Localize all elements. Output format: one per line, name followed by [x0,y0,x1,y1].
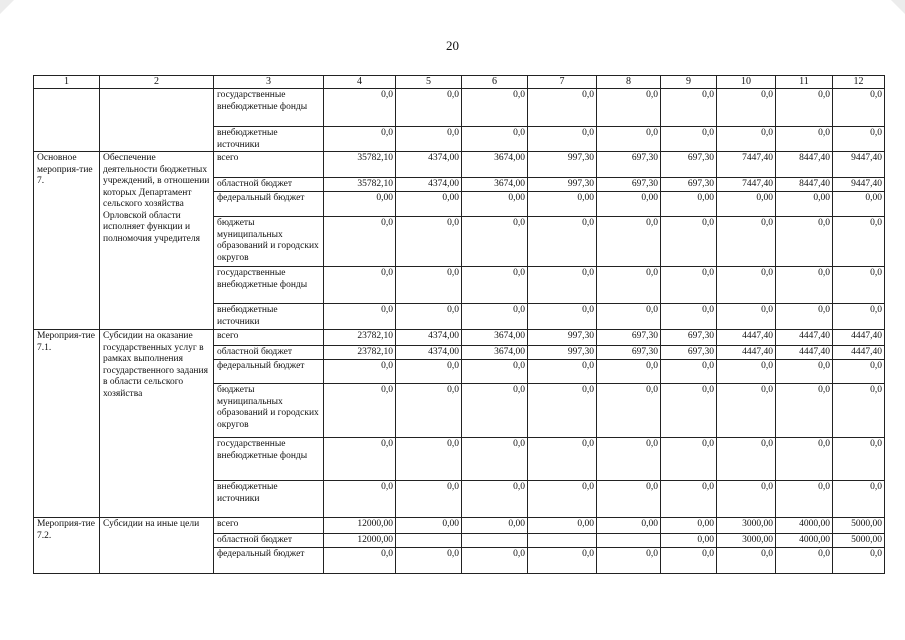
amount-cell: 3000,00 [717,534,776,548]
amount-cell [528,534,597,548]
amount-cell: 0,0 [528,384,597,438]
amount-cell: 0,0 [776,438,833,481]
amount-cell: 997,30 [528,330,597,346]
amount-cell: 0,0 [717,384,776,438]
column-header: 4 [324,76,396,89]
amount-cell: 0,0 [528,481,597,518]
amount-cell: 0,0 [462,127,528,152]
column-header: 2 [100,76,214,89]
amount-cell: 4374,00 [396,346,462,360]
amount-cell: 0,0 [661,360,717,384]
scan-corner-shadow-left [0,0,14,14]
amount-cell: 0,0 [717,548,776,574]
amount-cell: 5000,00 [833,534,885,548]
measure-title-cell: Обеспечение деятельности бюджетных учреждений, в отношении которых Департамент сельского хозяйства Орловской области исполняет функции и полномочия учредителя [100,152,214,330]
amount-cell: 4447,40 [717,346,776,360]
measure-code-cell [34,89,100,152]
amount-cell: 0,0 [717,217,776,267]
amount-cell: 0,00 [396,192,462,217]
funding-source-cell: областной бюджет [214,346,324,360]
funding-source-cell: государственные внебюджетные фонды [214,89,324,127]
amount-cell: 0,0 [661,217,717,267]
amount-cell: 4447,40 [833,330,885,346]
amount-cell: 0,0 [528,267,597,304]
amount-cell: 23782,10 [324,330,396,346]
amount-cell: 0,00 [717,192,776,217]
amount-cell: 0,0 [324,438,396,481]
amount-cell: 0,0 [833,127,885,152]
amount-cell: 0,0 [776,304,833,330]
budget-table [33,75,885,574]
amount-cell: 8447,40 [776,152,833,178]
amount-cell: 0,0 [396,127,462,152]
column-header: 5 [396,76,462,89]
amount-cell: 9447,40 [833,152,885,178]
amount-cell: 12000,00 [324,534,396,548]
amount-cell: 0,0 [528,89,597,127]
table-header-row [34,76,885,89]
amount-cell: 0,0 [396,267,462,304]
table-row [34,89,885,127]
amount-cell: 0,0 [776,384,833,438]
amount-cell: 4000,00 [776,534,833,548]
amount-cell: 0,0 [462,384,528,438]
measure-code-cell: Мероприя-тие 7.2. [34,518,100,574]
amount-cell: 35782,10 [324,152,396,178]
amount-cell: 0,0 [776,267,833,304]
amount-cell: 0,0 [597,217,661,267]
amount-cell: 0,0 [833,304,885,330]
amount-cell: 0,0 [661,481,717,518]
amount-cell: 0,0 [324,481,396,518]
amount-cell: 0,0 [776,481,833,518]
amount-cell: 0,00 [462,518,528,534]
amount-cell: 4447,40 [717,330,776,346]
column-header: 1 [34,76,100,89]
amount-cell: 0,0 [776,89,833,127]
amount-cell: 0,0 [717,267,776,304]
amount-cell: 0,00 [661,518,717,534]
amount-cell: 0,00 [597,518,661,534]
funding-source-cell: внебюджетные источники [214,481,324,518]
amount-cell: 0,0 [597,548,661,574]
amount-cell: 0,0 [396,89,462,127]
amount-cell: 35782,10 [324,178,396,192]
amount-cell: 0,0 [528,548,597,574]
amount-cell: 697,30 [661,330,717,346]
column-header: 12 [833,76,885,89]
amount-cell: 0,0 [661,267,717,304]
scan-corner-shadow-right [891,0,905,14]
amount-cell: 0,00 [661,192,717,217]
amount-cell: 0,0 [717,360,776,384]
amount-cell: 0,0 [717,304,776,330]
amount-cell: 4447,40 [776,346,833,360]
amount-cell: 0,00 [528,192,597,217]
amount-cell: 0,0 [597,304,661,330]
amount-cell: 697,30 [661,346,717,360]
amount-cell: 0,0 [597,267,661,304]
amount-cell: 0,0 [717,89,776,127]
table-row [34,518,885,534]
amount-cell: 0,0 [661,127,717,152]
amount-cell: 0,0 [462,360,528,384]
amount-cell: 0,0 [833,438,885,481]
amount-cell: 0,0 [528,217,597,267]
amount-cell: 697,30 [597,178,661,192]
funding-source-cell: областной бюджет [214,178,324,192]
amount-cell: 4374,00 [396,330,462,346]
column-header: 6 [462,76,528,89]
amount-cell: 0,00 [833,192,885,217]
amount-cell: 0,0 [528,360,597,384]
amount-cell: 0,0 [717,438,776,481]
funding-source-cell: бюджеты муниципальных образований и городских округов [214,217,324,267]
amount-cell: 0,0 [833,89,885,127]
amount-cell [396,534,462,548]
amount-cell: 0,0 [661,548,717,574]
funding-source-cell: внебюджетные источники [214,127,324,152]
amount-cell: 3674,00 [462,346,528,360]
funding-source-cell: областной бюджет [214,534,324,548]
amount-cell: 0,00 [776,192,833,217]
amount-cell: 0,0 [462,267,528,304]
amount-cell: 3674,00 [462,152,528,178]
amount-cell: 0,0 [833,384,885,438]
amount-cell: 0,00 [661,534,717,548]
amount-cell: 0,0 [597,384,661,438]
amount-cell: 0,0 [661,438,717,481]
amount-cell: 997,30 [528,178,597,192]
table-row [34,152,885,178]
amount-cell: 0,0 [776,360,833,384]
amount-cell: 697,30 [597,152,661,178]
amount-cell: 0,0 [833,360,885,384]
amount-cell: 0,00 [462,192,528,217]
amount-cell: 0,0 [528,127,597,152]
amount-cell: 0,00 [324,192,396,217]
amount-cell: 0,00 [528,518,597,534]
amount-cell: 697,30 [661,152,717,178]
amount-cell: 0,0 [324,384,396,438]
page-number: 20 [446,38,459,53]
amount-cell: 0,0 [597,127,661,152]
amount-cell: 3000,00 [717,518,776,534]
amount-cell: 0,0 [597,481,661,518]
amount-cell: 0,0 [776,127,833,152]
amount-cell: 0,0 [462,304,528,330]
amount-cell: 0,0 [528,438,597,481]
amount-cell: 697,30 [597,330,661,346]
amount-cell: 0,0 [396,217,462,267]
amount-cell: 0,0 [833,267,885,304]
amount-cell: 0,0 [396,384,462,438]
amount-cell: 0,0 [324,304,396,330]
amount-cell: 0,0 [661,89,717,127]
amount-cell: 0,0 [396,481,462,518]
measure-code-cell: Мероприя-тие 7.1. [34,330,100,518]
amount-cell: 0,0 [462,89,528,127]
funding-source-cell: федеральный бюджет [214,548,324,574]
funding-source-cell: внебюджетные источники [214,304,324,330]
column-header: 10 [717,76,776,89]
amount-cell: 0,0 [833,481,885,518]
table-row [34,330,885,346]
amount-cell: 0,00 [396,518,462,534]
amount-cell: 0,0 [396,304,462,330]
amount-cell: 0,0 [324,127,396,152]
amount-cell: 0,0 [717,481,776,518]
amount-cell: 0,0 [396,360,462,384]
amount-cell: 0,0 [324,217,396,267]
amount-cell: 0,0 [462,217,528,267]
amount-cell: 0,00 [597,192,661,217]
amount-cell: 0,0 [717,127,776,152]
column-header: 9 [661,76,717,89]
measure-title-cell [100,89,214,152]
amount-cell: 0,0 [597,360,661,384]
amount-cell: 3674,00 [462,178,528,192]
amount-cell: 8447,40 [776,178,833,192]
amount-cell: 0,0 [324,548,396,574]
amount-cell: 0,0 [776,548,833,574]
amount-cell: 0,0 [396,548,462,574]
amount-cell: 0,0 [462,438,528,481]
amount-cell [462,534,528,548]
column-header: 3 [214,76,324,89]
amount-cell: 0,0 [597,89,661,127]
amount-cell: 0,0 [324,89,396,127]
amount-cell: 0,0 [661,304,717,330]
amount-cell: 9447,40 [833,178,885,192]
funding-source-cell: всего [214,518,324,534]
amount-cell: 0,0 [661,384,717,438]
amount-cell: 0,0 [462,548,528,574]
funding-source-cell: федеральный бюджет [214,192,324,217]
amount-cell: 0,0 [597,438,661,481]
amount-cell: 997,30 [528,152,597,178]
amount-cell: 3674,00 [462,330,528,346]
amount-cell: 5000,00 [833,518,885,534]
funding-source-cell: бюджеты муниципальных образований и городских округов [214,384,324,438]
amount-cell: 23782,10 [324,346,396,360]
amount-cell: 697,30 [597,346,661,360]
amount-cell: 12000,00 [324,518,396,534]
amount-cell: 0,0 [776,217,833,267]
amount-cell: 0,0 [396,438,462,481]
column-header: 8 [597,76,661,89]
measure-title-cell: Субсидии на оказание государственных услуг в рамках выполнения государственного задания в области сельского хозяйства [100,330,214,518]
amount-cell [597,534,661,548]
amount-cell: 0,0 [324,360,396,384]
amount-cell: 697,30 [661,178,717,192]
amount-cell: 4447,40 [776,330,833,346]
funding-source-cell: государственные внебюджетные фонды [214,438,324,481]
column-header: 11 [776,76,833,89]
amount-cell: 997,30 [528,346,597,360]
amount-cell: 0,0 [324,267,396,304]
amount-cell: 0,0 [462,481,528,518]
amount-cell: 0,0 [528,304,597,330]
measure-title-cell: Субсидии на иные цели [100,518,214,574]
funding-source-cell: федеральный бюджет [214,360,324,384]
amount-cell: 0,0 [833,548,885,574]
funding-source-cell: государственные внебюджетные фонды [214,267,324,304]
amount-cell: 7447,40 [717,152,776,178]
amount-cell: 0,0 [833,217,885,267]
funding-source-cell: всего [214,152,324,178]
amount-cell: 4000,00 [776,518,833,534]
column-header: 7 [528,76,597,89]
funding-source-cell: всего [214,330,324,346]
measure-code-cell: Основное мероприя-тие 7. [34,152,100,330]
amount-cell: 4374,00 [396,178,462,192]
amount-cell: 7447,40 [717,178,776,192]
amount-cell: 4374,00 [396,152,462,178]
amount-cell: 4447,40 [833,346,885,360]
